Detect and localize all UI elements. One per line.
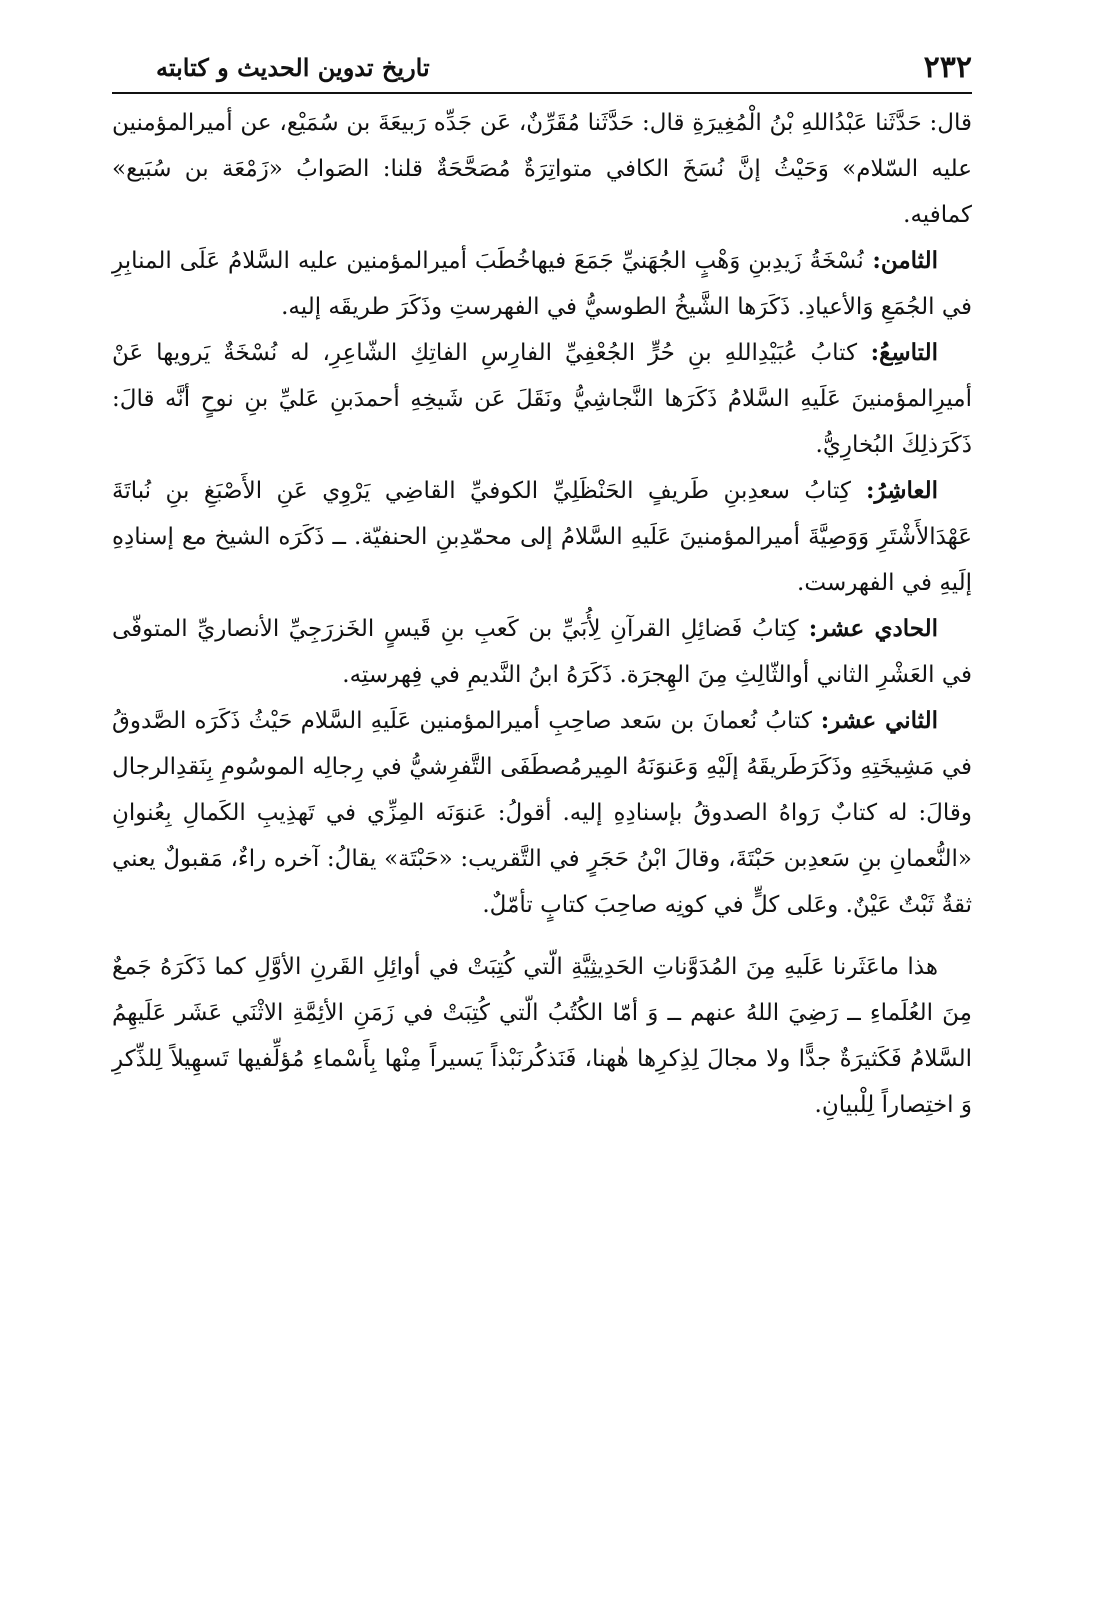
paragraph-5 bbox=[112, 606, 972, 698]
paragraph-7-text: هذا ماعَثَرنا عَلَيهِ مِنَ المُدَوَّناتِ الحَدِيثِيَّةِ الّتي كُتِبَتْ في أوائِلِ القَرنِ الأوَّلِ كما ذَكَرَهُ جَمعٌ مِنَ العُلَماءِ ــ رَضِيَ اللهُ عنهم ــ وَ أمّا الكُتُبُ الّتي كُتِبَتْ في زَمَنِ الأئِمَّةِ الاثْنَي عَشَر عَلَيهِمُ السَّلامُ فَكَثيرَةٌ جدًّا ولا مجالَ لِذِكرِها هٰهنا، فَنَذكُرنَبْذاً يَسيراً مِنْها بِأَسْماءِ مُؤلِّفيها تَسهِيلاً لِلذِّكرِ وَ اختِصاراً لِلْبيانِ. bbox=[112, 954, 972, 1118]
paragraph-4-lead: العاشِرُ: bbox=[850, 477, 938, 504]
paragraph-1 bbox=[112, 100, 972, 238]
paragraph-3-lead: التاسِعُ: bbox=[857, 339, 938, 366]
paragraph-7 bbox=[112, 944, 972, 1128]
paragraph-1-text: قال: حَدَّثَنا عَبْدُاللهِ بْنُ الْمُغِيرَةِ قال: حَدَّثَنا مُقَرِّنٌ، عَن جَدِّه رَبيعَةَ بن سُمَيْع، عن أميرالمؤمنين عليه السّلام» وَحَيْثُ إنَّ نُسَخَ الكافي متواتِرَةٌ مُصَحَّحَةٌ قلنا: الصَوابُ «زَمْعَة بن سُبَيع» كمافيه. bbox=[112, 110, 972, 228]
paragraph-5-lead: الحادي عشر: bbox=[798, 615, 938, 642]
paragraph-2-text: نُسْخَةُ زَيدِبنِ وَهْبٍ الجُهَنيِّ جَمَعَ فيهاخُطَبَ أميرالمؤمنين عليه السَّلامُ عَلَى المنابِرِ في الجُمَعِ وَالأعيادِ. ذَكَرَها الشَّيخُ الطوسيُّ في الفهرستِ وذَكَرَ طريقَه إليه. bbox=[112, 248, 972, 320]
paragraph-2-lead: الثامن: bbox=[863, 247, 938, 274]
page-header bbox=[112, 48, 972, 88]
paragraph-6 bbox=[112, 698, 972, 928]
running-title: تاريخ تدوين الحديث و كتابته bbox=[156, 53, 430, 82]
paragraph-3-text: كتابُ عُبَيْدِاللهِ بنِ حُرٍّ الجُعْفِيِّ الفارِسِ الفاتِكِ الشّاعِرِ، له نُسْخَةٌ يَرويها عَنْ أميرِالمؤمنينَ عَلَيهِ السَّلامُ ذَكَرَها النَّجاشِيُّ ونَقَلَ عَن شَيخِهِ أحمدَبنِ عَليِّ بنِ نوحٍ أنَّه قالَ: ذَكَرَذلِكَ البُخارِيُّ. bbox=[112, 340, 972, 458]
paragraph-2 bbox=[112, 238, 972, 330]
paragraph-6-text: كتابُ نُعمانَ بن سَعد صاحِبِ أميرالمؤمنين عَلَيهِ السَّلام حَيْثُ ذَكَرَه الصَّدوقُ في مَشِيخَتِهِ وذَكَرَطَريقَهُ إلَيْهِ وَعَنوَنَهُ المِيرمُصطَفَى التَّفرِشيُّ في رِجالِه الموسُومِ بِنَقدِالرجال وقالَ: له كتابٌ رَواهُ الصدوقُ بإسنادِهِ إليه. أقولُ: عَنوَنَه المِزِّي في تَهذِيبِ الكَمالِ بِعُنوانِ «النُّعمانِ بنِ سَعدِبن حَبْتَةَ، وقالَ ابْنُ حَجَرٍ في التَّقريب: «حَبْتَة» يقالُ: آخره راءٌ، مَقبولٌ يعني ثقةٌ ثَبْتٌ عَيْنٌ. وعَلى كلٍّ في كونِه صاحِبَ كتابٍ تأمّلٌ. bbox=[112, 708, 972, 918]
paragraph-6-lead: الثاني عشر: bbox=[811, 707, 939, 734]
paragraph-5-text: كِتابُ فَضائِلِ القرآنِ لِأُبَيِّ بن كَعبِ بنِ قَيسٍ الخَزرَجِيِّ الأنصاريِّ المتوفّى في العَشْرِ الثاني أوالثّالِثِ مِنَ الهِجرَة. ذَكَرَهُ ابنُ النَّديمِ في فِهرستِه. bbox=[112, 616, 972, 688]
body-text bbox=[112, 100, 972, 1128]
paragraph-4-text: كِتابُ سعدِبنِ طَريفٍ الحَنْظَلِيِّ الكوفيِّ القاضِي يَرْوِي عَنِ الأَصْبَغِ بنِ نُباتَةَ عَهْدَالأَشْتَرِ وَوَصِيَّةَ أميرالمؤمنينَ عَلَيهِ السَّلامُ إلى محمّدِبنِ الحنفيّة. ــ ذَكَرَه الشيخ مع إسنادِهِ إلَيهِ في الفهرست. bbox=[112, 478, 972, 596]
header-rule bbox=[112, 92, 972, 94]
page-number: ٢٣٢ bbox=[923, 50, 972, 85]
paragraph-4 bbox=[112, 468, 972, 606]
paragraph-3 bbox=[112, 330, 972, 468]
